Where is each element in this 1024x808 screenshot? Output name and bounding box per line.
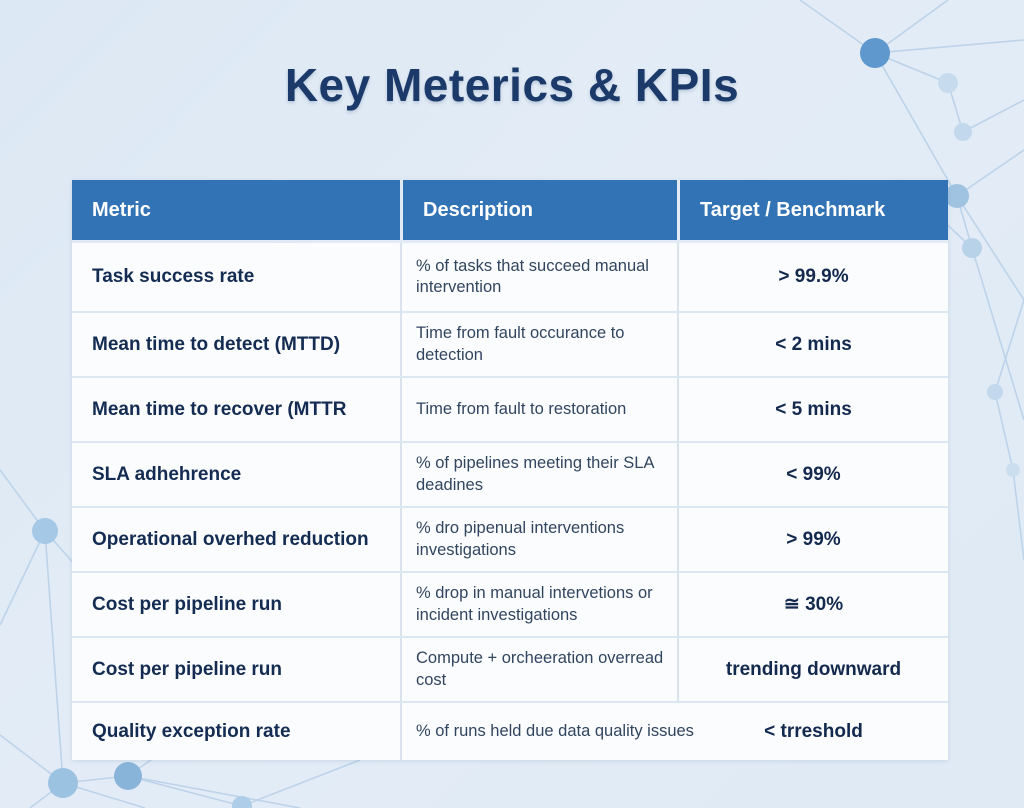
table-row [72, 243, 948, 313]
table-row [72, 638, 948, 703]
page-title: Key Meterics & KPIs [284, 59, 740, 111]
target-cell: trending downward [725, 658, 902, 680]
table-row [72, 703, 948, 760]
description-cell: Time from fault to restoration [402, 378, 679, 441]
target-cell: < 2 mins [775, 333, 852, 355]
metric-cell: Task success rate [72, 243, 402, 311]
table-row [72, 313, 948, 378]
table-row [72, 573, 948, 638]
column-header-target: Target / Benchmark [680, 180, 948, 240]
description-cell: % drop in manual intervetions or incident investigations [402, 573, 679, 636]
description-cell: % of pipelines meeting their SLA deadines [402, 443, 679, 506]
description-cell: % of tasks that succeed manual intervention [402, 243, 679, 311]
metric-cell: Quality exception rate [72, 703, 402, 760]
column-header-description: Description [403, 180, 677, 240]
description-cell: % dro pipenual interventions investigations [402, 508, 679, 571]
metric-cell: SLA adhehrence [72, 443, 402, 506]
kpi-table [72, 180, 948, 760]
metric-cell: Cost per pipeline run [72, 638, 402, 701]
metric-cell: Operational overhed reduction [72, 508, 402, 571]
description-cell: Compute + orcheeration overread cost [402, 638, 679, 701]
description-cell: Time from fault occurance to detection [402, 313, 679, 376]
target-cell: < trreshold [764, 720, 863, 742]
table-body [72, 243, 948, 760]
description-cell: % of runs held due data quality issues [416, 721, 694, 740]
table-row [72, 378, 948, 443]
target-cell: < 99% [786, 463, 841, 485]
metric-cell: Mean time to recover (MTTR [72, 378, 402, 441]
target-cell: > 99.9% [778, 266, 849, 287]
target-cell: ≅ 30% [783, 594, 844, 615]
metric-cell: Mean time to detect (MTTD) [72, 313, 402, 376]
target-cell: > 99% [786, 528, 841, 550]
target-cell: < 5 mins [775, 398, 852, 420]
table-header-row [72, 180, 948, 240]
metric-cell: Cost per pipeline run [72, 573, 402, 636]
table-row [72, 443, 948, 508]
column-header-metric: Metric [72, 180, 400, 240]
table-row [72, 508, 948, 573]
